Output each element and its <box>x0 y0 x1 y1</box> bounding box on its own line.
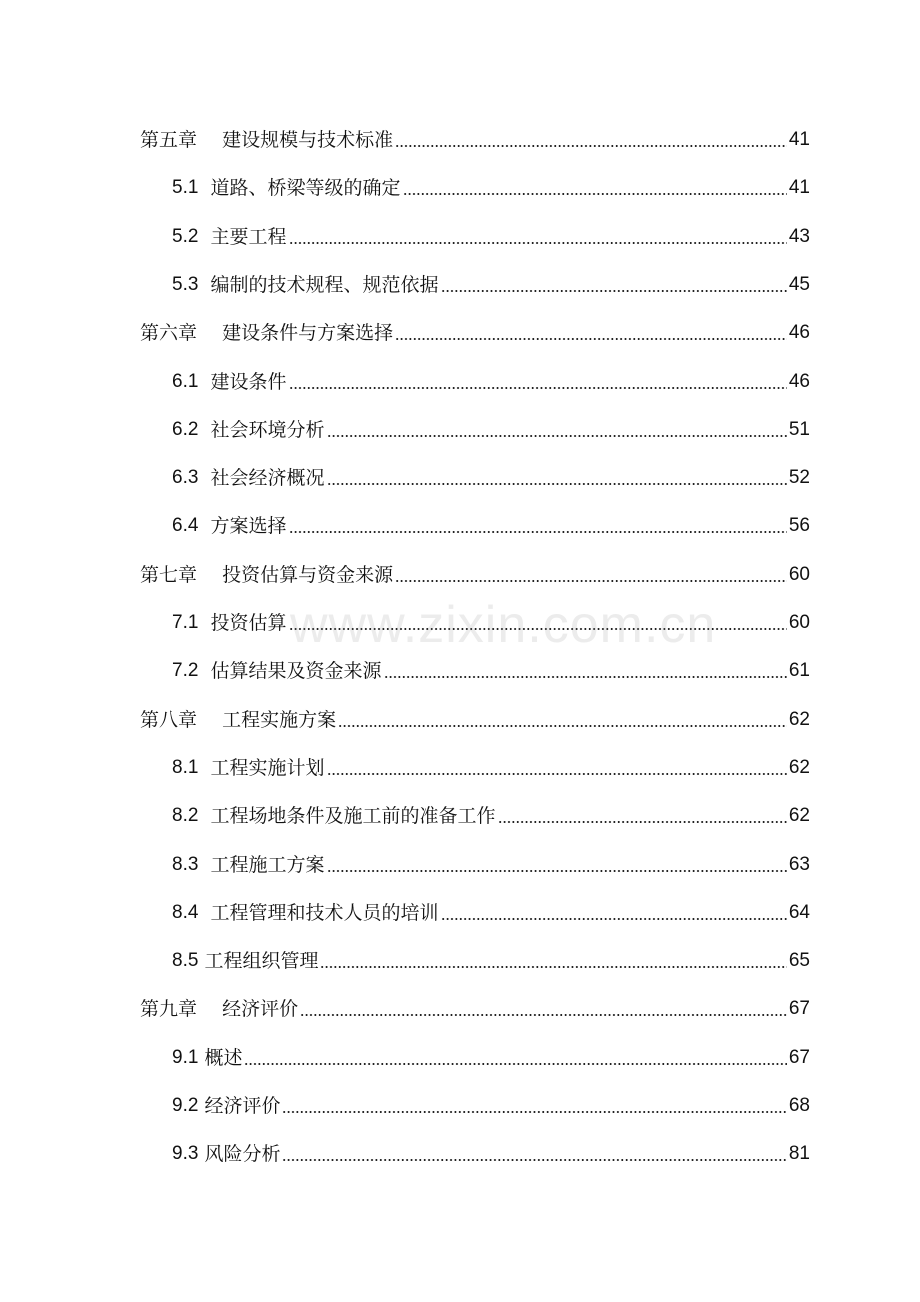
toc-section-entry[interactable] <box>172 601 810 635</box>
toc-section-entry[interactable] <box>172 1084 810 1118</box>
toc-section-entry[interactable] <box>172 1036 810 1070</box>
toc-chapter-entry[interactable] <box>140 553 810 587</box>
toc-page-number: 63 <box>788 854 810 875</box>
toc-entry-number: 6.4 <box>172 515 199 536</box>
toc-dot-leader <box>320 966 786 968</box>
toc-page-number: 61 <box>788 660 810 681</box>
toc-page-number: 46 <box>788 322 810 343</box>
toc-entry-title: 工程管理和技术人员的培训 <box>210 902 439 924</box>
toc-dot-leader <box>403 193 787 195</box>
toc-page-number: 56 <box>788 515 810 536</box>
toc-chapter-entry[interactable] <box>140 311 810 345</box>
toc-page-number: 62 <box>788 757 810 778</box>
toc-dot-leader <box>244 1063 786 1065</box>
toc-entry-number: 6.3 <box>172 467 199 488</box>
toc-section-entry[interactable] <box>172 843 810 877</box>
toc-entry-title: 工程实施计划 <box>210 757 325 779</box>
toc-section-entry[interactable] <box>172 504 810 538</box>
toc-entry-title: 道路、桥梁等级的确定 <box>210 177 401 199</box>
toc-chapter-entry[interactable] <box>140 698 810 732</box>
toc-entry-title: 编制的技术规程、规范依据 <box>210 274 439 296</box>
toc-entry-title: 工程场地条件及施工前的准备工作 <box>210 805 496 827</box>
toc-dot-leader <box>395 145 787 147</box>
toc-dot-leader <box>441 918 787 920</box>
toc-section-entry[interactable] <box>172 408 810 442</box>
toc-entry-title: 投资估算与资金来源 <box>222 564 394 586</box>
toc-entry-title: 建设规模与技术标准 <box>222 129 394 151</box>
toc-dot-leader <box>384 676 787 678</box>
toc-page-number: 60 <box>788 564 810 585</box>
toc-entry-number: 8.1 <box>172 757 199 778</box>
toc-page-number: 62 <box>788 805 810 826</box>
toc-entry-title: 概述 <box>204 1047 243 1069</box>
toc-section-entry[interactable] <box>172 794 810 828</box>
toc-entry-title: 估算结果及资金来源 <box>210 660 382 682</box>
toc-dot-leader <box>327 870 787 872</box>
toc-entry-number: 9.1 <box>172 1047 199 1068</box>
toc-entry-number: 6.2 <box>172 419 199 440</box>
toc-page-number: 41 <box>788 177 810 198</box>
toc-dot-leader <box>327 435 787 437</box>
toc-page-number: 81 <box>788 1143 810 1164</box>
toc-dot-leader <box>441 290 787 292</box>
toc-page-number: 60 <box>788 612 810 633</box>
toc-entry-title: 投资估算 <box>210 612 287 634</box>
toc-section-entry[interactable] <box>172 891 810 925</box>
toc-entry-title: 风险分析 <box>204 1143 281 1165</box>
toc-dot-leader <box>327 773 787 775</box>
toc-entry-title: 建设条件与方案选择 <box>222 322 394 344</box>
toc-entry-number: 6.1 <box>172 371 199 392</box>
toc-entry-number: 第九章 <box>140 998 198 1020</box>
toc-entry-number: 8.5 <box>172 950 199 971</box>
toc-page-number: 64 <box>788 902 810 923</box>
toc-entry-title: 社会经济概况 <box>210 467 325 489</box>
toc-section-entry[interactable] <box>172 456 810 490</box>
toc-dot-leader <box>289 531 787 533</box>
toc-page-number: 62 <box>788 709 810 730</box>
toc-page-number: 51 <box>788 419 810 440</box>
toc-entry-number: 7.1 <box>172 612 199 633</box>
toc-entry-title: 社会环境分析 <box>210 419 325 441</box>
toc-dot-leader <box>300 1014 787 1016</box>
toc-entry-title: 工程实施方案 <box>222 709 337 731</box>
toc-section-entry[interactable] <box>172 649 810 683</box>
toc-dot-leader <box>395 338 787 340</box>
toc-entry-number: 第八章 <box>140 709 198 731</box>
toc-entry-number: 9.3 <box>172 1143 199 1164</box>
toc-dot-leader <box>282 1111 786 1113</box>
toc-dot-leader <box>289 387 787 389</box>
toc-entry-number: 8.2 <box>172 805 199 826</box>
toc-chapter-entry[interactable] <box>140 987 810 1021</box>
toc-page-number: 43 <box>788 226 810 247</box>
toc-dot-leader <box>282 1159 786 1161</box>
toc-entry-number: 第六章 <box>140 322 198 344</box>
toc-page-number: 46 <box>788 371 810 392</box>
toc-section-entry[interactable] <box>172 166 810 200</box>
toc-section-entry[interactable] <box>172 746 810 780</box>
toc-dot-leader <box>338 725 787 727</box>
toc-page-number: 67 <box>788 1047 810 1068</box>
toc-entry-number: 5.2 <box>172 226 199 247</box>
toc-page-number: 68 <box>788 1095 810 1116</box>
toc-entry-number: 第七章 <box>140 564 198 586</box>
toc-entry-title: 方案选择 <box>210 515 287 537</box>
toc-entry-number: 8.4 <box>172 902 199 923</box>
toc-entry-title: 建设条件 <box>210 371 287 393</box>
toc-entry-number: 7.2 <box>172 660 199 681</box>
toc-entry-title: 工程组织管理 <box>204 950 319 972</box>
toc-entry-title: 经济评价 <box>222 998 299 1020</box>
toc-page-number: 41 <box>788 129 810 150</box>
toc-dot-leader <box>498 821 787 823</box>
toc-dot-leader <box>395 580 787 582</box>
toc-entry-number: 5.1 <box>172 177 199 198</box>
toc-entry-title: 经济评价 <box>204 1095 281 1117</box>
toc-entry-number: 第五章 <box>140 129 198 151</box>
toc-page-number: 67 <box>788 998 810 1019</box>
toc-section-entry[interactable] <box>172 939 810 973</box>
toc-chapter-entry[interactable] <box>140 118 810 152</box>
watermark: www.zixin.com.cn <box>290 596 717 654</box>
toc-dot-leader <box>289 242 787 244</box>
toc-dot-leader <box>327 483 787 485</box>
toc-section-entry[interactable] <box>172 1132 810 1166</box>
toc-section-entry[interactable] <box>172 215 810 249</box>
toc-entry-number: 8.3 <box>172 854 199 875</box>
toc-page-number: 52 <box>788 467 810 488</box>
toc-entry-title: 主要工程 <box>210 226 287 248</box>
toc-section-entry[interactable] <box>172 263 810 297</box>
toc-dot-leader <box>289 628 787 630</box>
toc-entry-number: 9.2 <box>172 1095 199 1116</box>
toc-page-number: 65 <box>788 950 810 971</box>
toc-section-entry[interactable] <box>172 360 810 394</box>
toc-entry-title: 工程施工方案 <box>210 854 325 876</box>
toc-entry-number: 5.3 <box>172 274 199 295</box>
toc-page-number: 45 <box>788 274 810 295</box>
